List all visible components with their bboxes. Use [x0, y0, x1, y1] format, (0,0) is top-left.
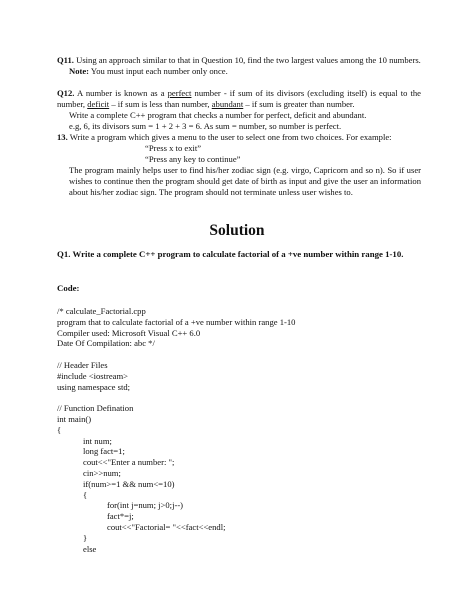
- code-line: #include <iostream>: [57, 370, 129, 381]
- code-line: else: [83, 543, 97, 554]
- code-block: [57, 306, 427, 554]
- code-line: }: [83, 532, 88, 543]
- code-line: int main(): [57, 413, 92, 424]
- code-line: // Function Defination: [57, 403, 134, 414]
- question-13: [57, 132, 421, 198]
- question-text: Using an approach similar to that in Question 10, find the two largest values among the 10 numbers.: [76, 55, 421, 65]
- question-note: [57, 66, 421, 77]
- code-line: Compiler used: Microsoft Visual C++ 6.0: [57, 327, 201, 338]
- question-number: Q11.: [57, 55, 74, 65]
- code-line: fact*=j;: [107, 511, 134, 522]
- code-blank-line: [57, 349, 427, 360]
- question-number: Q12.: [57, 88, 75, 98]
- code-line: cout<<"Factorial= "<<fact<<endl;: [107, 521, 226, 532]
- question-line: Write a complete C++ program that checks a number for perfect, deficit and abundant.: [69, 110, 367, 120]
- code-line: cin>>num;: [83, 467, 121, 478]
- code-line: {: [83, 489, 88, 500]
- code-line: // Header Files: [57, 359, 108, 370]
- code-heading: Code:: [57, 283, 80, 293]
- question-example: e.g, 6, its divisors sum = 1 + 2 + 3 = 6. As sum = number, so number is perfect.: [69, 121, 342, 131]
- solution-title: Solution: [209, 222, 265, 239]
- question-paragraph: The program mainly helps user to find his/her zodiac sign (e.g. virgo, Capricorn and so n). So if user wishes to continue then the program should get date of birth as input and give the user an information about his/her zodiac sign. The program should not terminate unless user wishes to.: [69, 165, 421, 197]
- question-11: [57, 55, 421, 77]
- code-line: /* calculate_Factorial.cpp: [57, 306, 146, 316]
- code-line: {: [57, 424, 62, 435]
- question-text: number - if sum of its divisors (excluding itself) is equal to the number,: [57, 88, 421, 109]
- term-deficit: deficit: [87, 99, 110, 109]
- question-number: 13.: [57, 132, 68, 142]
- menu-option-1: “Press x to exit”: [145, 143, 202, 153]
- solution-question-heading: Q1. Write a complete C++ program to calculate factorial of a +ve number within range 1-10.: [57, 249, 404, 259]
- code-line: int num;: [83, 435, 112, 446]
- term-perfect: perfect: [167, 88, 192, 98]
- question-text: – if sum is less than number,: [111, 99, 210, 109]
- code-blank-line: [57, 392, 427, 403]
- term-abundant: abundant: [211, 99, 244, 109]
- code-line: Date Of Compilation: abc */: [57, 338, 155, 349]
- question-text: Write a program which gives a menu to the user to select one from two choices. For example:: [69, 132, 392, 142]
- question-text: – if sum is greater than number.: [245, 99, 355, 109]
- note-text: You must input each number only once.: [90, 66, 228, 76]
- question-text: A number is known as a: [77, 88, 165, 98]
- code-line: if(num>=1 && num<=10): [83, 478, 175, 489]
- code-line: for(int j=num; j>0;j--): [107, 500, 184, 511]
- note-label: Note:: [69, 66, 90, 76]
- code-line: using namespace std;: [57, 381, 131, 392]
- code-line: cout<<"Enter a number: ";: [83, 457, 175, 468]
- question-12: [57, 88, 421, 132]
- code-line: program that to calculate factorial of a +ve number within range 1-10: [57, 316, 296, 327]
- menu-option-2: “Press any key to continue”: [145, 154, 241, 164]
- code-line: long fact=1;: [83, 446, 125, 457]
